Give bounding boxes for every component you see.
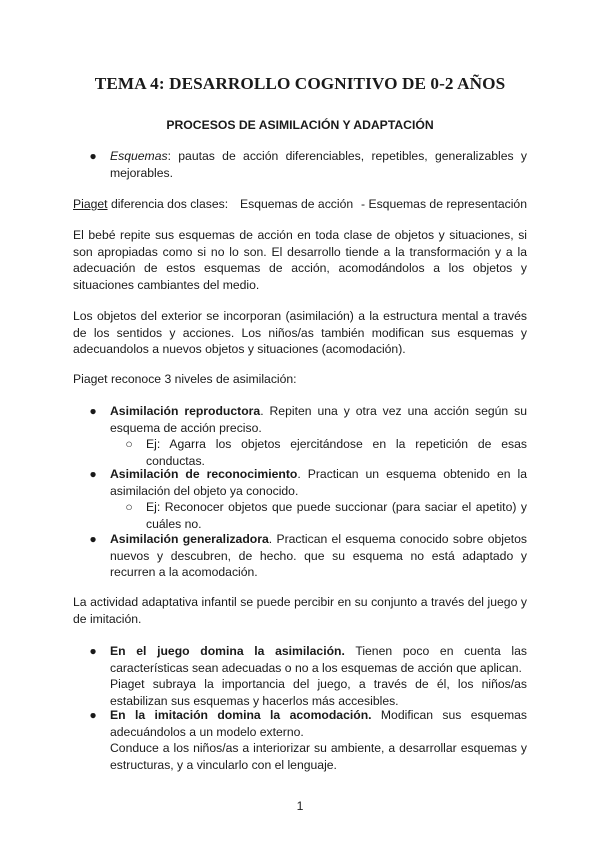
piaget-classes-line (73, 196, 527, 213)
imitacion-extra: Conduce a los niños/as a interiorizar su ambiente, a desarrollar esquemas y estructuras, y a vincularlo con el lenguaje. (110, 741, 527, 772)
bullet-icon: ● (89, 404, 97, 418)
imitacion-text: Modifican sus esquemas adecuándolos a un modelo externo. (110, 708, 527, 739)
paragraph-2: Los objetos del exterior se incorporan (asimilación) a la estructura mental a través de los sentidos y acciones. Los niños/as también modifican sus esquemas y adecuandolos a nuevos objetos y situaciones (acomodación). (73, 309, 527, 357)
nivel-text: . Practican un esquema obtenido en la asimilación del objeto ya conocido. (110, 467, 527, 498)
nivel-item (110, 466, 527, 499)
esquemas-text: : pautas de acción diferenciables, repetibles, generalizables y mejorables. (110, 149, 527, 180)
imitacion-main (110, 707, 527, 740)
nivel-text: . Practican el esquema conocido sobre objetos nuevos y descubren, de hecho. que su esquema no está adaptado y recurren a la acomodación. (110, 532, 527, 580)
bullet-icon: ● (89, 644, 97, 658)
page-number: 1 (296, 799, 304, 813)
imitacion-term: En la imitación domina la acomodación. (110, 708, 372, 722)
piaget-class-2: - Esquemas de representación (361, 197, 527, 211)
nivel-example: Ej: Reconocer objetos que puede succionar (para saciar el apetito) y cuáles no. (146, 500, 527, 531)
nivel-item (110, 403, 527, 436)
bullet-icon: ● (89, 532, 97, 546)
nivel-term: Asimilación de reconocimiento (110, 467, 298, 481)
piaget-name: Piaget (73, 197, 108, 211)
juego-main (110, 643, 527, 676)
piaget-class-1: Esquemas de acción (240, 197, 354, 211)
juego-item (110, 643, 527, 709)
paragraph-1: El bebé repite sus esquemas de acción en toda clase de objetos y situaciones, si son apropiadas como si no lo son. El desarrollo tiende a la transformación y a la adecuación de estos esquemas de acción, acomodándolos a los objetos y situaciones cambiantes del medio. (73, 228, 527, 292)
juego-text: Tienen poco en cuenta las características sean adecuadas o no a los esquemas de acción que aplican. (110, 644, 527, 675)
paragraph-4: La actividad adaptativa infantil se puede percibir en su conjunto a través del juego y de imitación. (73, 595, 527, 626)
nivel-example: Ej: Agarra los objetos ejercitándose en la repetición de esas conductas. (146, 437, 527, 468)
bullet-icon: ● (89, 708, 97, 722)
esquemas-definition (110, 148, 527, 181)
nivel-term: Asimilación reproductora (110, 404, 261, 418)
bullet-icon: ● (89, 467, 97, 481)
page-title: TEMA 4: DESARROLLO COGNITIVO DE 0-2 AÑOS (94, 74, 506, 93)
nivel-text: . Repiten una y otra vez una acción según su esquema de acción preciso. (110, 404, 528, 435)
juego-term: En el juego domina la asimilación. (110, 644, 345, 658)
nivel-term: Asimilación generalizadora (110, 532, 269, 546)
sub-bullet-icon: ○ (125, 500, 133, 514)
paragraph-3: Piaget reconoce 3 niveles de asimilación: (73, 372, 297, 386)
esquemas-term: Esquemas (110, 149, 168, 163)
bullet-icon: ● (89, 149, 97, 163)
piaget-lead: diferencia dos clases: (107, 197, 229, 211)
sub-bullet-icon: ○ (125, 437, 133, 451)
imitacion-item (110, 707, 527, 773)
juego-extra: Piaget subraya la importancia del juego, a través de él, los niños/as estabilizan sus esquemas y hacerlos más accesibles. (110, 677, 527, 708)
nivel-item (110, 531, 527, 581)
section-subtitle: PROCESOS DE ASIMILACIÓN Y ADAPTACIÓN (166, 118, 434, 132)
